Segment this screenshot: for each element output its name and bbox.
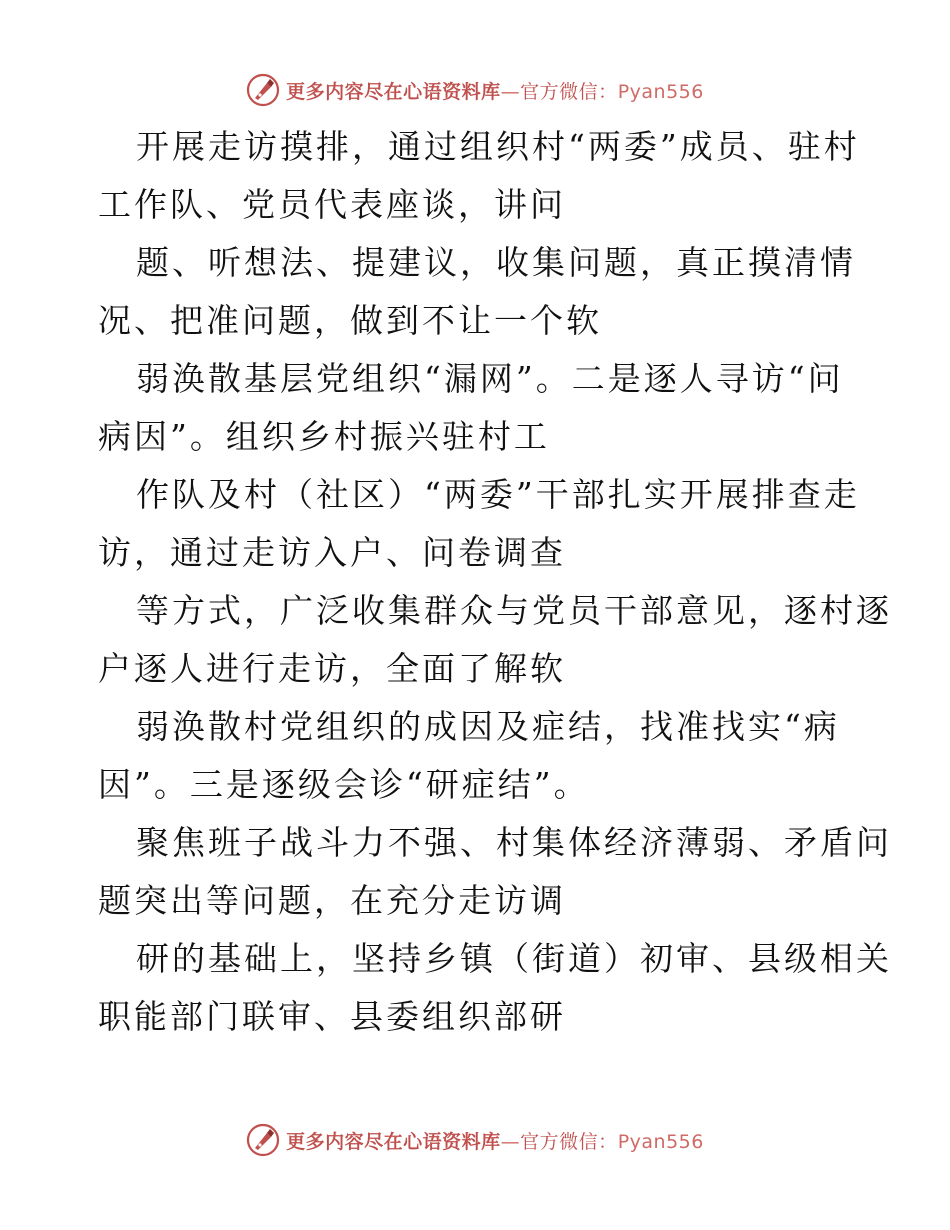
- footer-wechat-label: 官方微信：: [520, 1130, 618, 1153]
- footer-brand: 更多内容尽在心语资料库: [286, 1130, 501, 1153]
- body-line: 工作队、党员代表座谈，讲问: [98, 185, 566, 224]
- header-separator: —: [500, 80, 521, 103]
- body-line: 职能部门联审、县委组织部研: [98, 997, 566, 1036]
- footer-banner-text: [286, 1127, 704, 1154]
- body-line: 弱涣散基层党组织“漏网”。二是逐人寻访“问: [136, 359, 844, 398]
- body-line: 况、把准问题，做到不让一个软: [98, 301, 602, 340]
- footer-banner: [0, 1120, 950, 1160]
- body-line: 弱涣散村党组织的成因及症结，找准找实“病: [136, 707, 840, 746]
- body-line: 户逐人进行走访，全面了解软: [98, 649, 566, 688]
- body-line: 作队及村（社区）“两委”干部扎实开展排查走: [136, 475, 860, 514]
- body-line: 开展走访摸排，通过组织村“两委”成员、驻村: [136, 127, 860, 166]
- body-line: 题突出等问题，在充分走访调: [98, 881, 566, 920]
- body-line: 研的基础上，坚持乡镇（街道）初审、县级相关: [136, 939, 892, 978]
- body-line: 病因”。组织乡村振兴驻村工: [98, 417, 550, 456]
- body-line: 聚焦班子战斗力不强、村集体经济薄弱、矛盾问: [136, 823, 892, 862]
- header-wechat-label: 官方微信：: [520, 80, 618, 103]
- header-wechat-id: Pyan556: [617, 80, 704, 103]
- body-line: 访，通过走访入户、问卷调查: [98, 533, 566, 572]
- pen-nib-logo-icon: [246, 1123, 280, 1157]
- footer-wechat-id: Pyan556: [617, 1130, 704, 1153]
- body-line: 因”。三是逐级会诊“研症结”。: [98, 765, 590, 804]
- header-banner: [0, 70, 950, 110]
- document-body: [98, 118, 892, 1046]
- body-line: 题、听想法、提建议，收集问题，真正摸清情: [136, 243, 856, 282]
- header-banner-text: [286, 77, 704, 104]
- body-line: 等方式，广泛收集群众与党员干部意见，逐村逐: [136, 591, 892, 630]
- footer-separator: —: [500, 1130, 521, 1153]
- pen-nib-logo-icon: [246, 73, 280, 107]
- header-brand: 更多内容尽在心语资料库: [286, 80, 501, 103]
